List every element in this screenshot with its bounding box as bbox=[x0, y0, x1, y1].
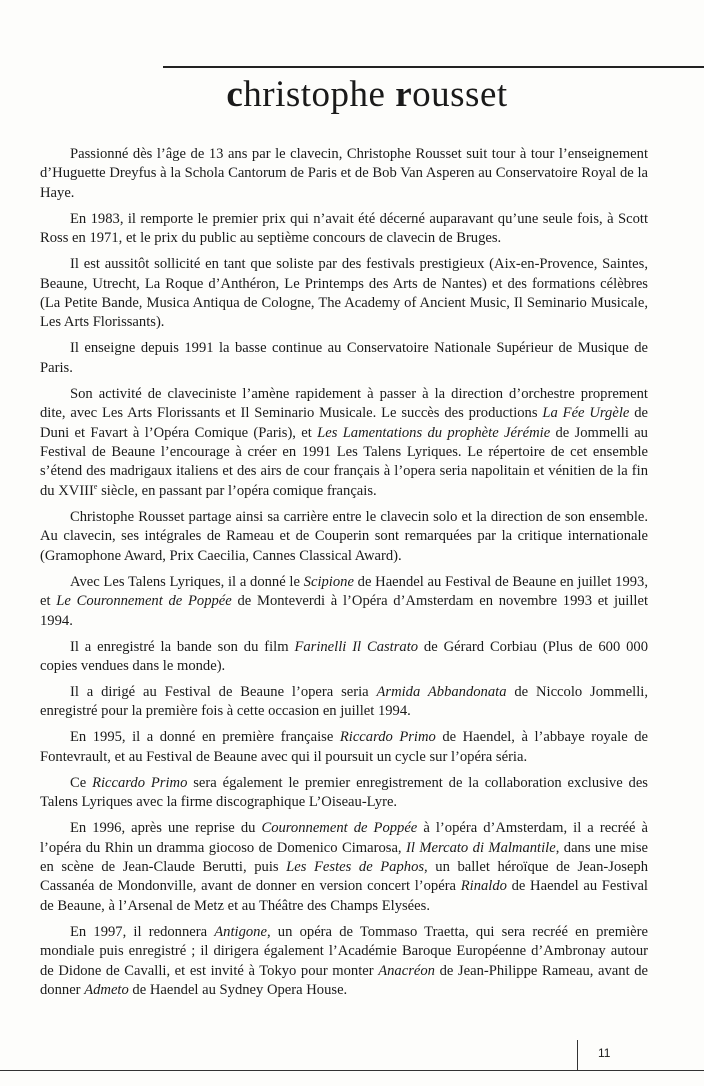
italic-title: Riccardo Primo bbox=[92, 774, 188, 791]
title-initial-c: c bbox=[226, 74, 244, 115]
text-run: de Jean-Philippe Rameau, avant de donner bbox=[40, 962, 648, 998]
italic-title: Farinelli Il Castrato bbox=[294, 638, 419, 655]
paragraph bbox=[40, 819, 648, 916]
italic-title: Les Lamentations du prophète Jérémie bbox=[317, 424, 551, 441]
text-run: Passionné dès l’âge de 13 ans par le clavecin, Christophe Rousset suit tour à tour l’enseignement d’Huguette Dreyfus à la Schola Cantorum de Paris et de Bob Van Asperen au Conservatoire Royal de la Haye. bbox=[40, 146, 648, 201]
text-run: Christophe Rousset partage ainsi sa carrière entre le clavecin solo et la direction de son ensemble. Au clavecin, ses intégrales de Rameau et de Couperin sont remarquées par la critique internationale (Gramophone Award, Prix Caecilia, Cannes Classical Award). bbox=[40, 508, 648, 564]
italic-title: La Fée Urgèle bbox=[542, 405, 630, 422]
paragraph bbox=[40, 683, 648, 722]
text-run: de Duni et Favart à l’Opéra Comique (Paris), et bbox=[40, 405, 648, 441]
text-run: Son activité de claveciniste l’amène rapidement à passer à la direction d’orchestre proprement dite, avec Les Arts Florissants et Il Seminario Musicale. Le succès des productions bbox=[40, 385, 648, 422]
title-initial-r: r bbox=[395, 74, 413, 115]
paragraph bbox=[40, 638, 648, 677]
text-run: En 1996, après une reprise du bbox=[70, 820, 262, 837]
text-run: , un ballet héroïque de Jean-Joseph Cassanéa de Mondonville, avant de donner en version concert l’opéra bbox=[40, 858, 649, 895]
text-run: Il a dirigé au Festival de Beaune l’opera seria bbox=[70, 683, 377, 700]
text-run: de Monteverdi à l’Opéra d’Amsterdam en novembre 1993 et juillet 1994. bbox=[40, 593, 649, 629]
text-run: Avec Les Talens Lyriques, il a donné le bbox=[70, 573, 304, 590]
text-run: En 1983, il remporte le premier prix qui n’avait été décerné auparavant qu’une seule fois, à Scott Ross en 1971, et le prix du public au septième concours de clavecin de Bruges. bbox=[40, 210, 648, 247]
text-run: En 1995, il a donné en première française bbox=[70, 729, 340, 746]
text-run: de Gérard Corbiau (Plus de 600 000 copies vendues dans le monde). bbox=[40, 638, 648, 674]
paragraph bbox=[40, 923, 648, 1001]
paragraph bbox=[40, 508, 648, 566]
text-run: En 1997, il redonnera bbox=[70, 923, 215, 940]
text-run: de Niccolo Jommelli, enregistré pour la première fois à cette occasion en juillet 1994. bbox=[40, 683, 648, 720]
page-title bbox=[0, 70, 704, 120]
paragraph bbox=[40, 255, 648, 333]
superscript: e bbox=[93, 482, 98, 492]
footer-divider bbox=[577, 1040, 578, 1070]
title-first-name: hristophe bbox=[243, 74, 396, 115]
paragraph bbox=[40, 728, 648, 767]
italic-title: Rinaldo bbox=[460, 878, 507, 895]
text-run: de Haendel au Festival de Beaune, à l’Arsenal de Metz et au Théâtre des Champs Elysées. bbox=[40, 878, 648, 914]
text-run: de Jommelli au Festival de Beaune l’encourage à créer en 1991 Les Talens Lyriques. Le répertoire de cet ensemble s’étend des madrigaux italiens et des airs de cour français à l’opera seria napolitain et vénitien de la fin du XVIII bbox=[40, 424, 648, 499]
italic-title: Antigone bbox=[214, 923, 267, 940]
top-rule bbox=[163, 66, 704, 68]
text-run: de Haendel, à l’abbaye royale de Fontevrault, et au Festival de Beaune avec qui il poursuit un cycle sur l’opéra séria. bbox=[40, 729, 648, 765]
title-last-name: ousset bbox=[412, 74, 508, 115]
italic-title: Le Couronnement de Poppée bbox=[56, 593, 232, 610]
text-run: Ce bbox=[70, 774, 93, 791]
text-run: à l’opéra d’Amsterdam, il a recréé à l’opéra du Rhin un dramma giocoso de Domenico Cimarosa, bbox=[40, 820, 648, 856]
italic-title: Les Festes de Paphos bbox=[286, 858, 425, 875]
paragraph bbox=[40, 210, 648, 249]
text-run: de Haendel au Festival de Beaune en juillet 1993, et bbox=[40, 573, 648, 610]
text-run: , dans une mise en scène de Jean-Claude Berutti, puis bbox=[40, 839, 648, 875]
text-run: Il a enregistré la bande son du film bbox=[70, 638, 295, 655]
text-run: Il enseigne depuis 1991 la basse continue au Conservatoire Nationale Supérieur de Musique de Paris. bbox=[40, 340, 648, 376]
text-run: siècle, en passant par l’opéra comique français. bbox=[97, 482, 377, 499]
italic-title: Riccardo Primo bbox=[339, 729, 436, 746]
paragraph bbox=[40, 339, 648, 378]
paragraph bbox=[40, 573, 648, 631]
text-run: , un opéra de Tommaso Traetta, qui sera recréé en première mondiale puis enregistré ; il dirigera également l’Académie Baroque Européenne d’Ambronay autour de Didone de Cavalli, et est invité à Tokyo pour monter bbox=[40, 923, 648, 979]
text-run: Il est aussitôt sollicité en tant que soliste par des festivals prestigieux (Aix-en-Provence, Saintes, Beaune, Utrecht, La Roque d’Anthéron, Le Printemps des Arts de Nantes) et des formations célèbres (La Petite Bande, Musica Antiqua de Cologne, The Academy of Ancient Music, Il Seminario Musicale, Les Arts Florissants). bbox=[40, 256, 648, 331]
paragraph bbox=[40, 385, 648, 501]
page-number: 11 bbox=[598, 1046, 611, 1060]
italic-title: Couronnement de Poppée bbox=[261, 820, 418, 837]
paragraph bbox=[40, 145, 648, 203]
paragraph bbox=[40, 774, 648, 813]
bottom-rule bbox=[0, 1070, 704, 1071]
italic-title: Anacréon bbox=[378, 962, 435, 979]
italic-title: Il Mercato di Malmantile bbox=[406, 839, 556, 856]
italic-title: Scipione bbox=[303, 573, 354, 590]
text-run: de Haendel au Sydney Opera House. bbox=[128, 981, 348, 998]
italic-title: Admeto bbox=[84, 981, 129, 998]
biography-text bbox=[40, 145, 648, 1007]
text-run: sera également le premier enregistrement de la collaboration exclusive des Talens Lyriques avec la firme discographique L’Oiseau-Lyre. bbox=[40, 774, 648, 811]
italic-title: Armida Abbandonata bbox=[376, 683, 507, 700]
